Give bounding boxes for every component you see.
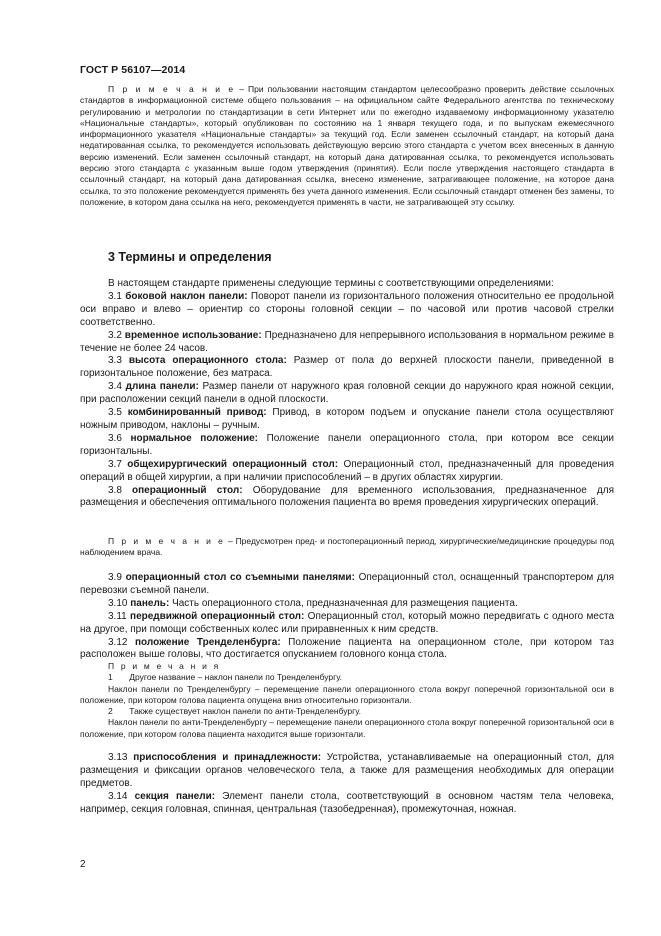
term-3-13: 3.13 приспособления и принадлежности: Устройства, устанавливаемые на операционный стол, для размещения и фиксации органов человеческого тела, а также для размещения необходимых для операции предметов.: [80, 752, 614, 789]
intro-note-text: – При пользовании настоящим стандартом целесообразно проверить действие ссылочных стандартов в информационной системе общего пользования – на официальном сайте Федерального агентства по техническому регулированию и метрологии по стандартизации в сети Интернет или по ежегодно издаваемому информационному указателю «Национальные стандарты», который опубликован по состоянию на 1 января текущего года, и по выпускам ежемесячного информационного указателя «Национальные стандарты» за текущий год. Если заменен ссылочный стандарт, на который дана недатированная ссылка, то рекомендуется использовать действующую версию этого стандарта с учетом всех внесенных в данную версию изменений. Если заменен ссылочный стандарт, на который дана датированная ссылка, то рекомендуется использовать версию этого стандарта с указанным выше годом утверждения (принятия). Если после утверждения настоящего стандарта в ссылочный стандарт, на который дана датированная ссылка, внесено изменение, затрагивающее положение, на которое дана ссылка, то это положение рекомендуется применять без учета данного изменения. Если ссылочный стандарт отменен без замены, то положение, в котором дана ссылка на него, рекомендуется применять в части, не затрагивающей эту ссылку.: [80, 84, 614, 207]
notes-3-12: [80, 661, 614, 740]
note-3-8: [80, 536, 614, 559]
term-3-2: 3.2 временное использование: Предназначено для непрерывного использования в нормальном режиме в течение не более 24 часов.: [80, 329, 614, 354]
document-id: ГОСТ Р 56107—2014: [80, 64, 186, 76]
term-3-9: 3.9 операционный стол со съемными панелями: Операционный стол, оснащенный транспортером для перевозки съемной панели.: [80, 572, 614, 596]
page-number: 2: [80, 859, 86, 870]
term-3-1: 3.1 боковой наклон панели: Поворот панели из горизонтального положения относительно ее продольной оси вправо и влево – ориентир со стороны головной секции – по часовой или против часовой стрелки соответственно.: [80, 290, 614, 328]
term-3-7: 3.7 общехирургический операционный стол: Операционный стол, предназначенный для проведения операций в общей хирургии, а при наличии приспособлений – в других областях хирургии.: [80, 458, 614, 483]
note-item-1: 1 Другое название – наклон панели по Тренделенбургу.: [108, 672, 343, 683]
term-3-6: 3.6 нормальное положение: Положение панели операционного стола, при котором все секции горизонтальны.: [80, 432, 614, 457]
section-title: 3 Термины и определения: [108, 250, 272, 264]
term-3-14: 3.14 секция панели: Элемент панели стола, соответствующий в основном частям тела человека, например, секция головная, спинная, центральная (тазобедренная), промежуточная, ножная.: [80, 790, 615, 815]
note-item-1-extra: Наклон панели по Тренделенбургу – перемещение панели операционного стола вокруг поперечной горизонтальной оси в положение, при котором голова пациента опущена вниз относительно горизонтали.: [80, 683, 614, 705]
terms-block-2: [80, 572, 614, 662]
note-item-2-extra: Наклон панели по анти-Тренделенбургу – перемещение панели операционного стола вокруг поперечной горизонтальной оси в положение, при котором голова пациента находится выше горизонтали.: [80, 717, 614, 739]
note-item-2: 2 Также существует наклон панели по анти-Тренделенбургу.: [108, 706, 362, 717]
term-3-11: 3.11 передвижной операционный стол: Операционный стол, который можно передвигать с одного места на другое, при помощи собственных колес или приравненных к ним средств.: [80, 610, 615, 635]
term-3-5: 3.5 комбинированный привод: Привод, в котором подъем и опускание панели стола осуществляют ножным приводом, наклоны – ручным.: [80, 407, 614, 431]
terms-block-1: [80, 278, 614, 510]
term-3-3: 3.3 высота операционного стола: Размер от пола до верхней плоскости панели, приведенной в горизонтальное положение, без матраса.: [80, 355, 614, 380]
intro-note-label: П р и м е ч а н и е: [108, 84, 236, 94]
term-3-12: 3.12 положение Тренделенбурга: Положение пациента на операционном столе, при котором таз расположен выше головы, что достигается опусканием головного конца стола.: [80, 636, 615, 661]
note-3-8-label: П р и м е ч а н и е: [108, 536, 226, 546]
term-3-10: 3.10 панель: Часть операционного стола, предназначенная для размещения пациента.: [108, 597, 518, 609]
term-3-4: 3.4 длина панели: Размер панели от наружного края головной секции до наружного края ножной секции, при расположении секций панели в одной плоскости.: [80, 381, 614, 406]
terms-block-3: [80, 752, 614, 817]
notes-3-12-label: П р и м е ч а н и я: [108, 661, 221, 671]
term-3-8: 3.8 операционный стол: Оборудование для временного использования, предназначенное для размещения и обеспечения оптимального положения пациента во время проведения хирургических операций.: [80, 484, 614, 509]
section-intro: В настоящем стандарте применены следующие термины с соответствующими определениями:: [108, 278, 554, 289]
intro-note: [80, 84, 614, 208]
note-3-8-text: – Предусмотрен пред- и постоперационный период, хирургические/медицинские процедуры под наблюдением врача.: [80, 536, 614, 558]
